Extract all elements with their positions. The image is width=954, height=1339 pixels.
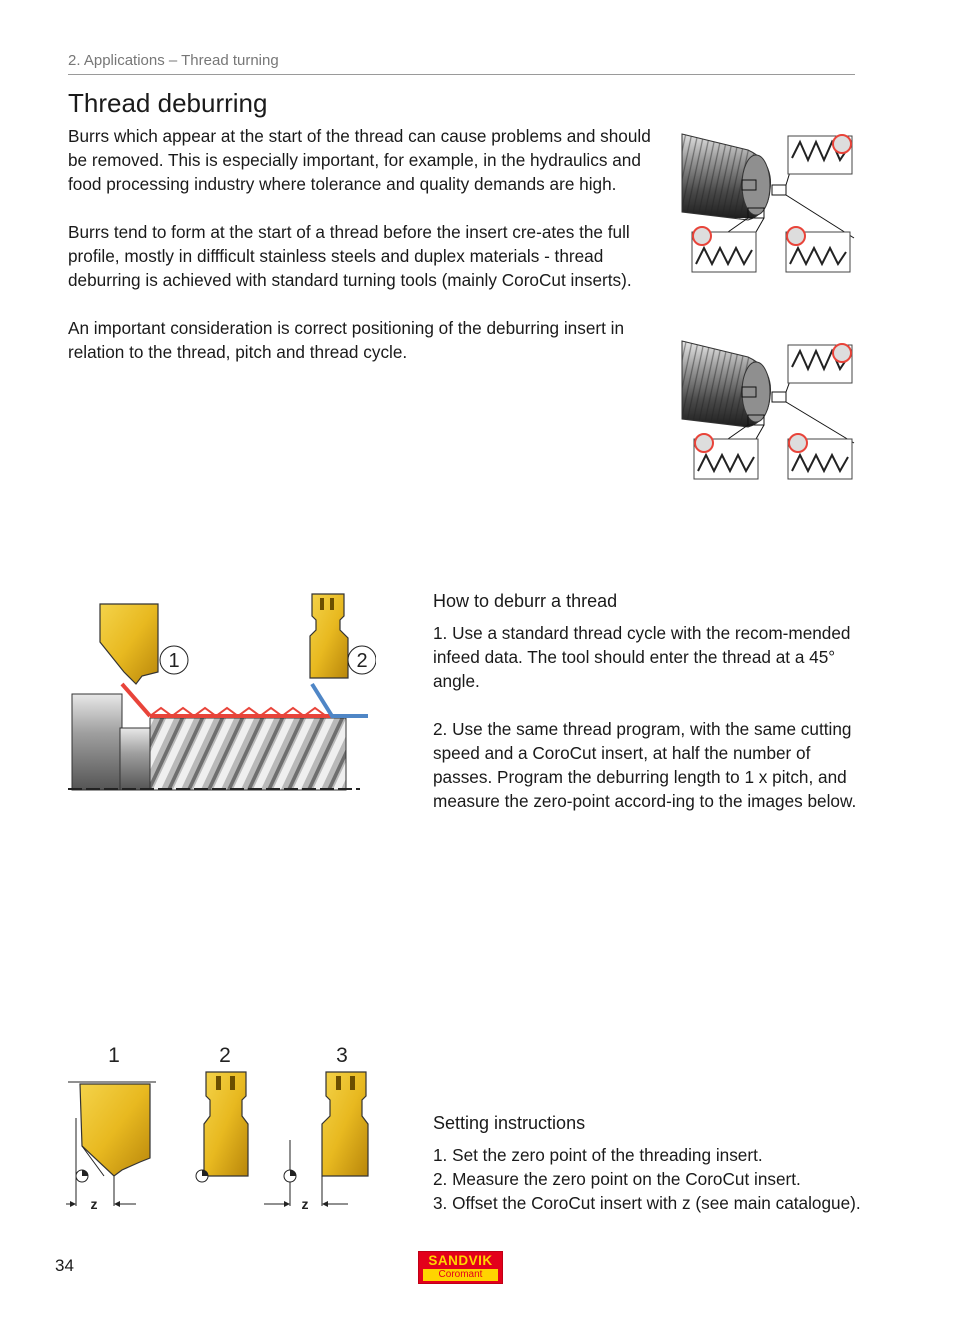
setting-figure [60,1036,380,1218]
setting-section [433,1111,863,1215]
setting-heading: Setting instructions [433,1113,586,1133]
setting-z-label-2: z [301,1196,309,1212]
how-to-heading: How to deburr a thread [433,591,618,611]
setting-line-3: 3. Offset the CoroCut insert with z (see main catalogue). [433,1193,861,1213]
sandvik-coromant-logo [418,1251,503,1284]
header-divider [68,74,855,75]
how-to-section [433,589,863,837]
intro-text [68,124,658,388]
logo-line-2: Coromant [423,1269,498,1281]
setting-line-1: 1. Set the zero point of the threading insert. [433,1145,763,1165]
burr-illustration-bottom [678,337,858,487]
setting-label-2: 2 [219,1044,231,1067]
how-to-step-2: 2. Use the same thread program, with the same cutting speed and a CoroCut insert, at half the number of passes. Program the deburring length to 1 x pitch, and measure the zero-point accord-ing to the images below. [433,719,857,811]
setting-line-2: 2. Measure the zero point on the CoroCut insert. [433,1169,801,1189]
process-label-2: 2 [356,650,368,672]
deburring-process-figure [66,590,376,796]
burr-illustration-top [678,128,858,278]
page-number: 34 [55,1256,74,1275]
breadcrumb: 2. Applications – Thread turning [68,52,279,69]
setting-label-1: 1 [108,1044,120,1067]
intro-paragraph-1: Burrs which appear at the start of the thread can cause problems and should be removed. This is especially important, for example, in the hydraulics and food processing industry where tolerance and quality demands are high. [68,126,651,194]
logo-line-1: SANDVIK [428,1253,493,1268]
setting-label-3: 3 [336,1044,348,1067]
process-label-1: 1 [168,650,180,672]
setting-z-label-1: z [90,1196,98,1212]
how-to-step-1: 1. Use a standard thread cycle with the recom-mended infeed data. The tool should enter the thread at a 45° angle. [433,623,851,691]
intro-paragraph-2: Burrs tend to form at the start of a thread before the insert cre-ates the full profile, mostly in diffficult stainless steels and duplex materials - thread deburring is achieved with standard turning tools (mainly CoroCut inserts). [68,222,632,290]
page-title: Thread deburring [68,88,268,118]
intro-paragraph-3: An important consideration is correct positioning of the deburring insert in relation to the thread, pitch and thread cycle. [68,318,625,362]
